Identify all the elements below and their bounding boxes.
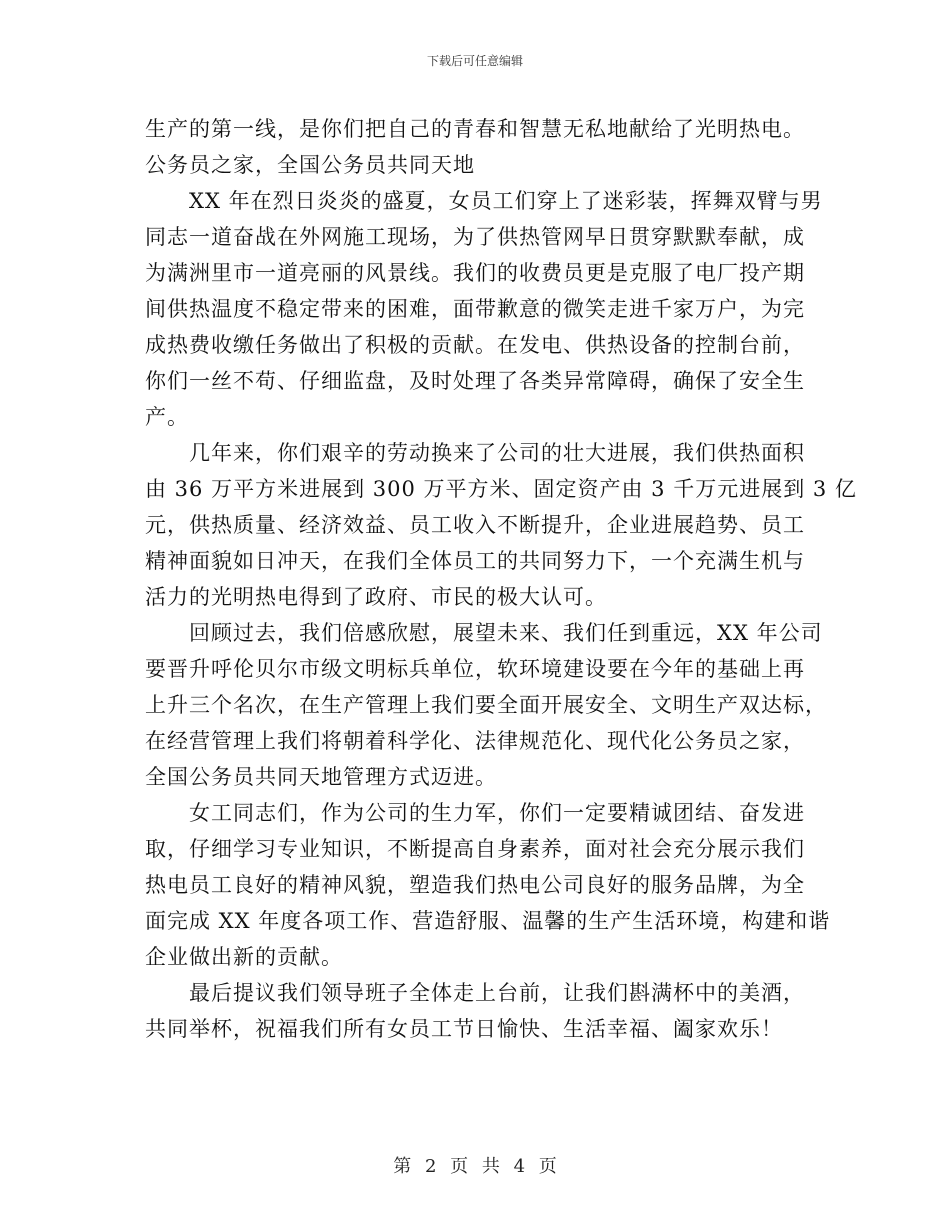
text-line: 上升三个名次，在生产管理上我们要全面开展安全、文明生产双达标，: [145, 693, 827, 717]
text-line: 精神面貌如日冲天，在我们全体员工的共同努力下，一个充满生机与: [145, 549, 805, 573]
text-line: 活力的光明热电得到了政府、市民的极大认可。: [145, 585, 607, 609]
text-line: 全国公务员共同天地管理方式迈进。: [145, 765, 497, 789]
text-line: 产。: [145, 405, 189, 429]
text-line: 元，供热质量、经济效益、员工收入不断提升，企业进展趋势、员工: [145, 513, 805, 537]
text-line: 公务员之家，全国公务员共同天地: [145, 153, 475, 177]
paragraph-first-line: 女工同志们，作为公司的生力军，你们一定要精诚团结、奋发进: [189, 801, 805, 825]
paragraph-first-line: 最后提议我们领导班子全体走上台前，让我们斟满杯中的美酒，: [189, 981, 805, 1005]
text-line: 你们一丝不苟、仔细监盘，及时处理了各类异常障碍，确保了安全生: [145, 369, 805, 393]
text-line: 取，仔细学习专业知识，不断提高自身素养，面对社会充分展示我们: [145, 837, 805, 861]
text-line: 由 36 万平方米进展到 300 万平方米、固定资产由 3 千万元进展到 3 亿: [145, 477, 857, 501]
document-body: [145, 111, 857, 1047]
text-line: 间供热温度不稳定带来的困难，面带歉意的微笑走进千家万户，为完: [145, 297, 805, 321]
page-header: 下载后可任意编辑: [426, 54, 523, 68]
text-line: 要晋升呼伦贝尔市级文明标兵单位，软环境建设要在今年的基础上再: [145, 657, 805, 681]
text-line: 企业做出新的贡献。: [145, 945, 343, 969]
paragraph-first-line: 回顾过去，我们倍感欣慰，展望未来、我们任到重远，XX 年公司: [189, 621, 823, 645]
text-line: 为满洲里市一道亮丽的风景线。我们的收费员更是克服了电厂投产期: [145, 261, 805, 285]
paragraph-first-line: 几年来，你们艰辛的劳动换来了公司的壮大进展，我们供热面积: [189, 441, 805, 465]
text-line: 热电员工良好的精神风貌，塑造我们热电公司良好的服务品牌，为全: [145, 873, 805, 897]
text-line: 共同举杯，祝福我们所有女员工节日愉快、生活幸福、阖家欢乐！: [145, 1017, 783, 1041]
text-line: 在经营管理上我们将朝着科学化、法律规范化、现代化公务员之家，: [145, 729, 805, 753]
page-number: 第 2 页 共 4 页: [393, 1156, 557, 1177]
text-line: 同志一道奋战在外网施工现场，为了供热管网早日贯穿默默奉献，成: [145, 225, 805, 249]
paragraph-first-line: XX 年在烈日炎炎的盛夏，女员工们穿上了迷彩装，挥舞双臂与男: [189, 189, 823, 213]
text-line: 成热费收缴任务做出了积极的贡献。在发电、供热设备的控制台前，: [145, 333, 805, 357]
text-line: 面完成 XX 年度各项工作、营造舒服、温馨的生产生活环境，构建和谐: [145, 909, 831, 933]
text-line: 生产的第一线，是你们把自己的青春和智慧无私地献给了光明热电。: [145, 117, 805, 141]
